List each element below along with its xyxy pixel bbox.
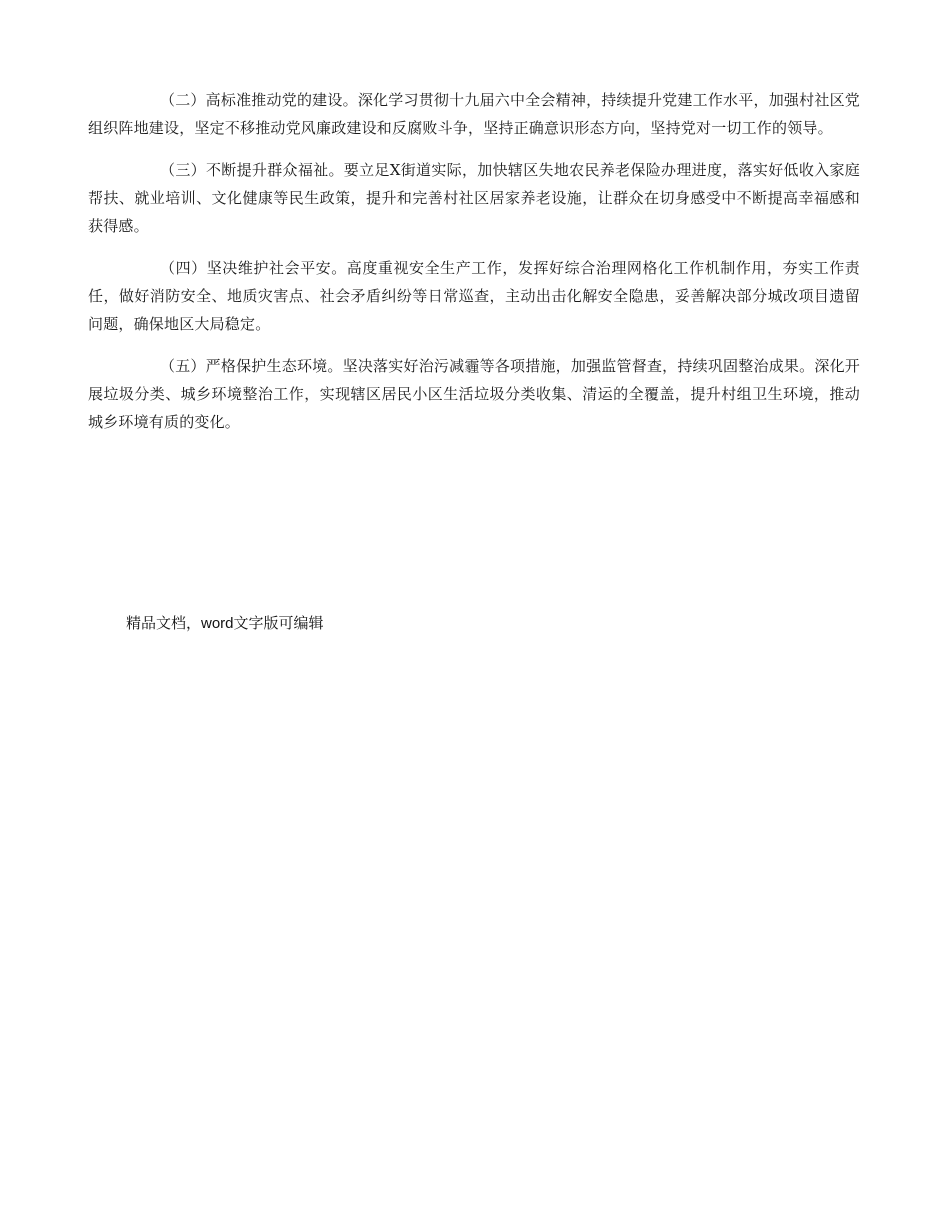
paragraph-ecological-environment: （五）严格保护生态环境。坚决落实好治污减霾等各项措施，加强监管督查，持续巩固整治成果。深化开展垃圾分类、城乡环境整治工作，实现辖区居民小区生活垃圾分类收集、清运的全覆盖，提升村组卫生环境，推动城乡环境有质的变化。 bbox=[88, 357, 860, 431]
document-body bbox=[88, 86, 860, 450]
paragraph-party-building: （二）高标准推动党的建设。深化学习贯彻十九届六中全会精神，持续提升党建工作水平，加强村社区党组织阵地建设，坚定不移推动党风廉政建设和反腐败斗争，坚持正确意识形态方向，坚持党对一切工作的领导。 bbox=[88, 91, 860, 137]
footer-note: 精品文档，word文字版可编辑 bbox=[126, 615, 324, 632]
paragraph-social-safety: （四）坚决维护社会平安。高度重视安全生产工作，发挥好综合治理网格化工作机制作用，夯实工作责任，做好消防安全、地质灾害点、社会矛盾纠纷等日常巡查，主动出击化解安全隐患，妥善解决部分城改项目遗留问题，确保地区大局稳定。 bbox=[88, 259, 860, 333]
paragraph-public-welfare: （三）不断提升群众福祉。要立足X街道实际，加快辖区失地农民养老保险办理进度，落实好低收入家庭帮扶、就业培训、文化健康等民生政策，提升和完善村社区居家养老设施，让群众在切身感受中不断提高幸福感和获得感。 bbox=[88, 161, 860, 235]
